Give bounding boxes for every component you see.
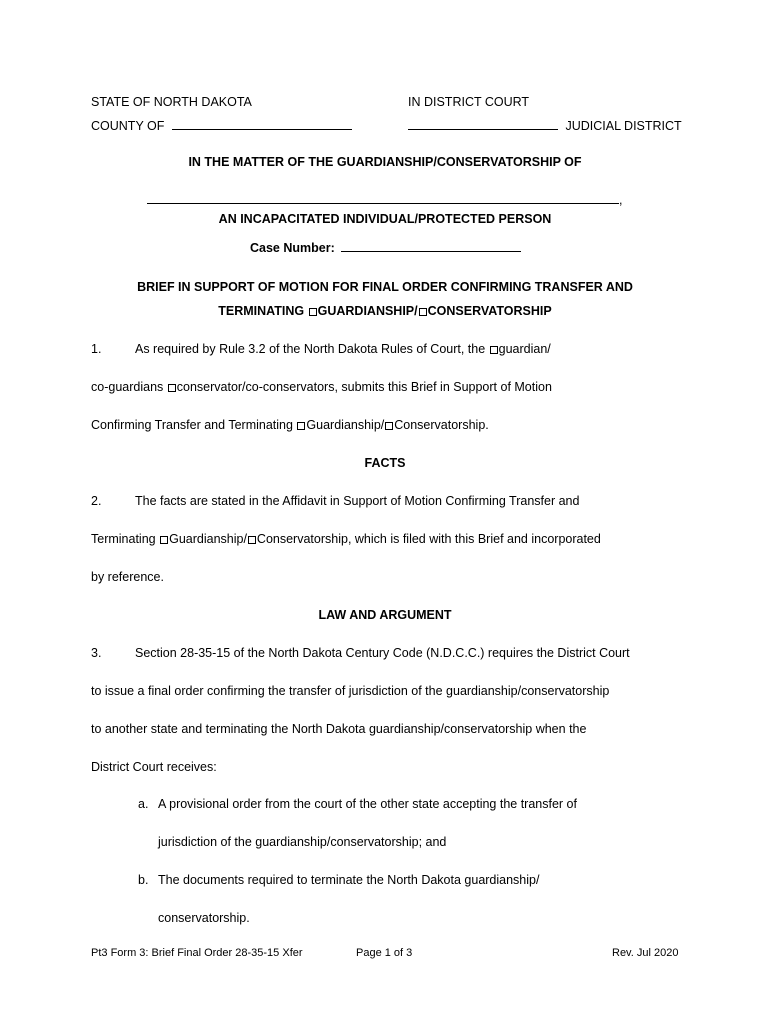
para2-line1: The facts are stated in the Affidavit in Support of Motion Confirming Transfer and [135,494,580,508]
para1-text3: Confirming Transfer and Terminating [91,418,297,432]
case-number-row [250,241,521,255]
para1-guardian-checkbox[interactable] [490,346,498,354]
para3-line4: District Court receives: [91,760,217,774]
document-title-line2 [0,304,770,318]
para1-conservatorship-checkbox[interactable] [385,422,393,430]
para1-line3 [91,418,489,432]
para1-conservatorship-label: Conservatorship. [394,418,489,432]
list-item-a-line2: jurisdiction of the guardianship/conservatorship; and [158,835,447,849]
para1-line2 [91,380,552,394]
para1-text2: conservator/co-conservators, submits this Brief in Support of Motion [176,380,552,394]
para3-number: 3. [91,646,102,660]
title-option-guardianship: GUARDIANSHIP/ [317,304,418,318]
matter-heading: IN THE MATTER OF THE GUARDIANSHIP/CONSERVATORSHIP OF [188,155,582,169]
para2-guardianship-label: Guardianship/ [169,532,247,546]
para1-guardian-label: guardian/ [498,342,551,356]
title-prefix: TERMINATING [218,304,308,318]
county-label: COUNTY OF [91,119,165,133]
footer-page-number: Page 1 of 3 [356,947,413,959]
respondent-name-field[interactable] [147,202,619,204]
para1-number: 1. [91,342,102,356]
para1-coguardians-label: co-guardians [91,380,167,394]
para3-line3: to another state and terminating the North Dakota guardianship/conservatorship when the [91,722,587,736]
guardianship-checkbox[interactable] [309,308,317,316]
list-item-a-line1: A provisional order from the court of the other state accepting the transfer of [158,797,577,811]
para2-line3: by reference. [91,570,164,584]
para2-conservatorship-checkbox[interactable] [248,536,256,544]
district-label: JUDICIAL DISTRICT [565,119,682,133]
para1-line1 [135,342,551,356]
para1-conservator-checkbox[interactable] [168,384,176,392]
list-item-b-line1: The documents required to terminate the North Dakota guardianship/ [158,873,540,887]
court-label: IN DISTRICT COURT [408,95,530,109]
para2-text2: Terminating [91,532,160,546]
conservatorship-checkbox[interactable] [419,308,427,316]
document-title-line1: BRIEF IN SUPPORT OF MOTION FOR FINAL ORDER CONFIRMING TRANSFER AND [137,280,633,294]
para3-line1: Section 28-35-15 of the North Dakota Century Code (N.D.C.C.) requires the District Court [135,646,630,660]
list-item-b-line2: conservatorship. [158,911,250,925]
county-row [91,119,352,133]
case-number-field[interactable] [341,250,521,252]
respondent-name-comma: , [619,193,623,207]
para1-guardianship-label: Guardianship/ [306,418,385,432]
district-field[interactable] [408,128,558,130]
para2-number: 2. [91,494,102,508]
para1-text1: As required by Rule 3.2 of the North Dakota Rules of Court, the [135,342,489,356]
county-field[interactable] [172,128,352,130]
title-option-conservatorship: CONSERVATORSHIP [427,304,552,318]
para1-guardianship-checkbox[interactable] [297,422,305,430]
district-row [408,119,682,133]
case-number-label: Case Number: [250,241,335,255]
list-item-a-marker: a. [138,797,149,811]
footer-revision: Rev. Jul 2020 [612,947,679,959]
state-label: STATE OF NORTH DAKOTA [91,95,252,109]
para2-conservatorship-label: Conservatorship, which is filed with this Brief and incorporated [256,532,601,546]
para2-line2 [91,532,601,546]
para3-line2: to issue a final order confirming the transfer of jurisdiction of the guardianship/conservatorship [91,684,610,698]
law-heading: LAW AND ARGUMENT [318,608,452,622]
para2-guardianship-checkbox[interactable] [160,536,168,544]
facts-heading: FACTS [364,456,406,470]
list-item-b-marker: b. [138,873,149,887]
respondent-name-row [147,193,622,207]
party-heading: AN INCAPACITATED INDIVIDUAL/PROTECTED PERSON [218,212,552,226]
footer-form-id: Pt3 Form 3: Brief Final Order 28-35-15 Xfer [91,947,303,959]
